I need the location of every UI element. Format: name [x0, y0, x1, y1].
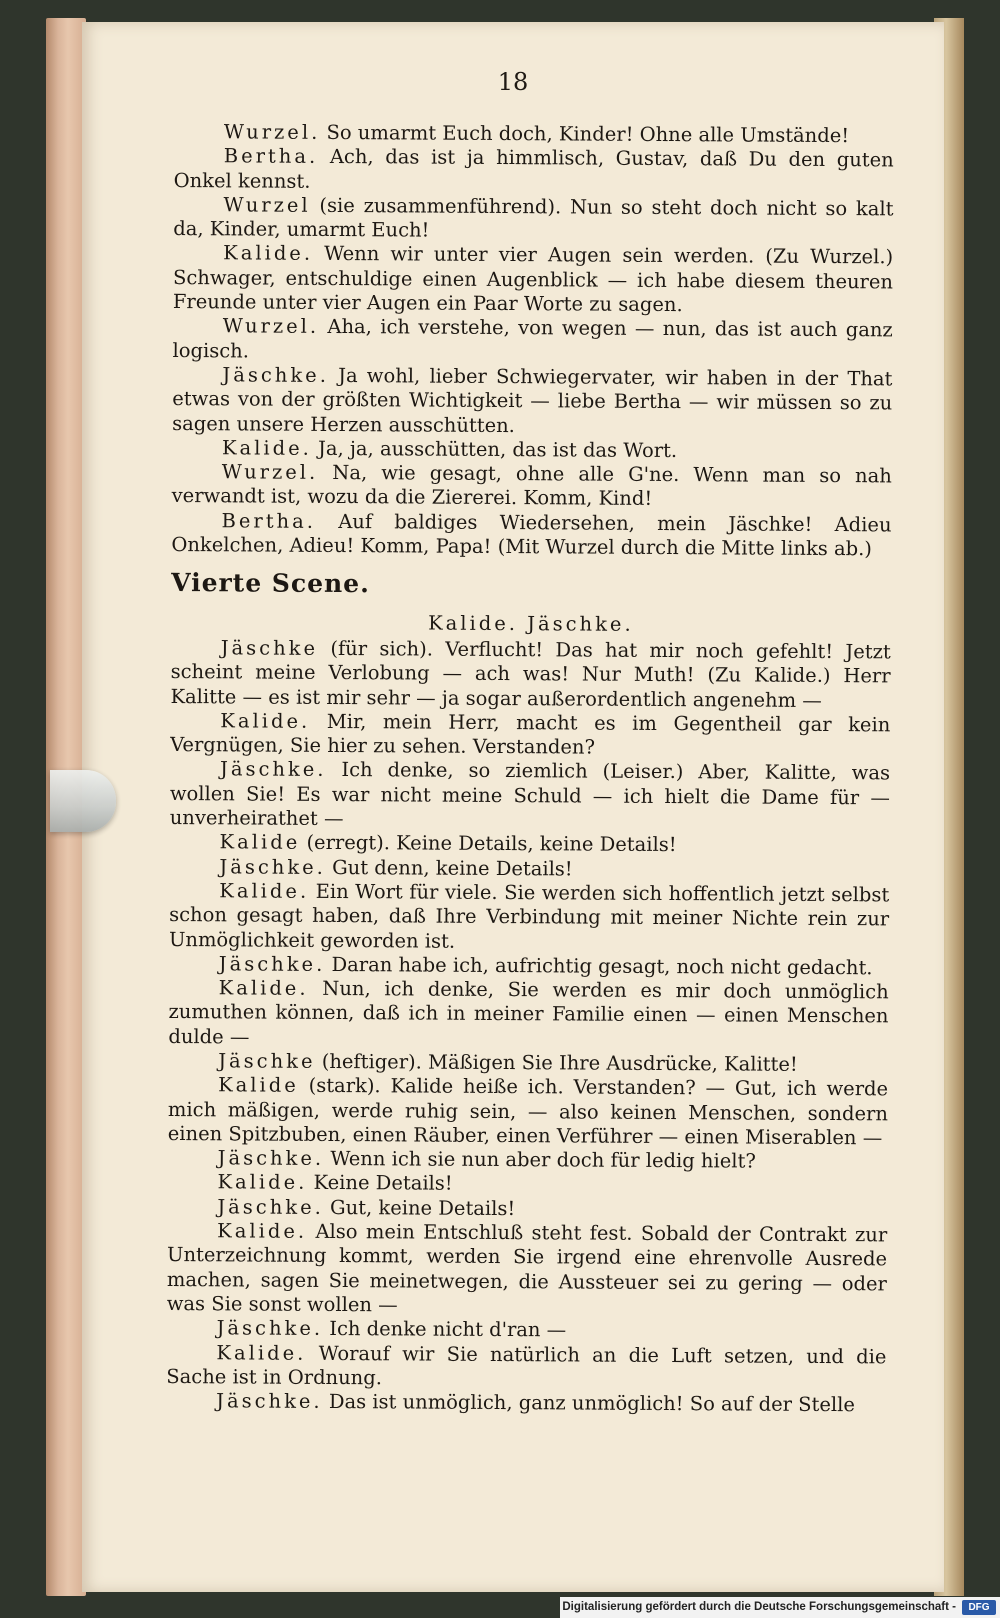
dfg-logo: DFG [962, 1600, 996, 1615]
dialogue-line [168, 976, 888, 1053]
page-number: 18 [497, 68, 529, 96]
dialogue-text: Na, wie gesagt, ohne alle G'ne. Wenn man so nah verwandt ist, wozu da die Ziererei. Komm, Kind! [171, 461, 892, 511]
dialogue-text: Gut, keine Details! [323, 1195, 516, 1220]
dialogue-line [168, 1073, 888, 1150]
speaker-name: Kalide. [216, 1340, 307, 1365]
speaker-name: Wurzel. [223, 120, 321, 144]
dialogue-line [166, 1389, 886, 1418]
dialogue-text: Das ist unmöglich, ganz unmöglich! So auf der Stelle [322, 1390, 856, 1417]
speaker-name: Jäschke. [216, 1389, 323, 1414]
speaker-name: Kalide. [218, 976, 309, 1000]
scene-heading: Vierte Scene. [171, 568, 370, 599]
speaker-name: Kalide [219, 830, 301, 855]
speaker-name: Wurzel. [221, 460, 319, 485]
speaker-name: Bertha. [221, 509, 317, 533]
scanner-clip [50, 770, 116, 832]
speaker-name: Kalide. [220, 709, 311, 733]
dialogue-text: Aha, ich verstehe, von wegen — nun, das ist auch ganz logisch. [172, 315, 893, 363]
dialogue-text: Ich denke, so ziemlich (Leiser.) Aber, Kalitte, was wollen Sie! Es war nicht meine Schuld — ich hielt die Dame für — unverheirathet — [169, 758, 891, 831]
dialogue-text: Keine Details! [307, 1171, 453, 1196]
dialogue-text: Also mein Entschluß steht fest. Sobald der Contrakt zur Unterzeichnung kommt, werden Sie irgend eine ehrenvolle Ausrede machen, sagen Sie meinetwegen, die Aussteuer sei zu gering — oder was Sie sonst wollen — [166, 1219, 888, 1317]
dialogue-line [169, 879, 889, 956]
speaker-name: Wurzel. [222, 314, 320, 339]
speaker-name: Jäschke. [217, 1146, 325, 1171]
speaker-name: Kalide [218, 1073, 299, 1098]
dialogue-text: Gut denn, keine Details! [325, 855, 573, 881]
dialogue-text: Ja, ja, ausschütten, das ist das Wort. [311, 436, 678, 462]
dialogue-text: Mir, mein Herr, macht es im Gegentheil gar kein Vergnügen, Sie hier zu sehen. Verstanden? [170, 709, 891, 759]
dialogue-line [172, 363, 892, 440]
speaker-name: Jäschke. [218, 952, 326, 976]
speaker-name: Kalide. [219, 879, 310, 903]
dialogue-line [174, 144, 894, 197]
dialogue-line [166, 1341, 886, 1394]
speaker-name: Kalide. [223, 241, 314, 266]
dialogue-text: So umarmt Euch doch, Kinder! Ohne alle Umstände! [320, 120, 850, 148]
speaker-name: Jäschke. [219, 757, 327, 782]
speaker-name: Kalide. [217, 1170, 308, 1195]
dialogue-text: (sie zusammenführend). Nun so steht doch nicht so kalt da, Kinder, umarmt Euch! [173, 193, 894, 242]
dialogue-line [173, 314, 893, 367]
speaker-name: Jäschke. [219, 854, 327, 879]
dialogue-line [172, 460, 892, 513]
speaker-name: Kalide. [217, 1219, 308, 1243]
speaker-name: Jäschke [218, 1049, 316, 1073]
speaker-name: Wurzel [223, 193, 311, 217]
dialogue-text: Wenn ich sie nun aber doch für ledig hielt? [324, 1147, 756, 1173]
speaker-name: Jäschke. [217, 1195, 324, 1219]
speaker-name: Jäschke. [216, 1316, 324, 1341]
dialogue-text: Daran habe ich, aufrichtig gesagt, noch nicht gedacht. [325, 952, 873, 980]
dialogue-text: Auf baldiges Wiedersehen, mein Jäschke! Adieu Onkelchen, Adieu! Komm, Papa! (Mit Wurzel durch die Mitte links ab.) [171, 509, 892, 561]
credit-text: Digitalisierung gefördert durch die Deutsche Forschungsgemeinschaft - [562, 1601, 956, 1613]
dialogue-text: Worauf wir Sie natürlich an die Luft setzen, und die Sache ist in Ordnung. [166, 1341, 887, 1390]
speaker-name: Kalide. [221, 436, 312, 460]
dialogue-text: Ja wohl, lieber Schwiegervater, wir haben in der That etwas von der größten Wichtigkeit — liebe Bertha — wir müssen so zu sagen unsere Herzen ausschütten. [172, 363, 893, 437]
dialogue-text: Ein Wort für viele. Sie werden sich hoffentlich jetzt selbst schon gesagt haben, daß Ihre Verbindung mit meiner Nichte rein zur Unmöglichkeit geworden ist. [168, 879, 890, 953]
book-page [82, 22, 944, 1592]
dialogue-text: (für sich). Verflucht! Das hat mir noch gefehlt! Jetzt scheint meine Verlobung — ach was! Nur Muth! (Zu Kalide.) Herr Kalitte — es ist mir sehr — ja sogar außerordentlich angenehm — [170, 636, 891, 712]
dialogue-text: (heftiger). Mäßigen Sie Ihre Ausdrücke, Kalitte! [315, 1049, 798, 1076]
dialogue-line [173, 241, 893, 318]
dialogue-text: Nun, ich denke, Sie werden es mir doch unmöglich zumuthen können, daß ich in meiner Familie einen — einen Menschen dulde — [168, 976, 889, 1049]
dialogue-line [173, 193, 893, 246]
page-text [166, 120, 894, 1418]
digitization-credit [560, 1597, 1000, 1618]
dialogue-line [170, 709, 890, 762]
speaker-name: Jäschke [220, 636, 319, 660]
dialogue-text: (stark). Kalide heiße ich. Verstanden? — Gut, ich werde mich mäßigen, werde ruhig sein, — also keinen Menschen, sondern einen Spitzbuben, einen Räuber, einen Verführer — einen Miserablen — [167, 1074, 889, 1150]
speaker-name: Bertha. [223, 144, 319, 169]
dialogue-line [171, 509, 891, 562]
dialogue-text: (erregt). Keine Details, keine Details! [300, 831, 677, 857]
dialogue-line [170, 757, 890, 834]
dialogue-text: Ach, das ist ja himmlisch, Gustav, daß Du den guten Onkel kennst. [173, 145, 894, 193]
dialogue-text: Ich denke nicht d'ran — [323, 1317, 567, 1342]
speaker-name: Jäschke. [222, 363, 330, 387]
dialogue-line [170, 636, 890, 713]
dialogue-text: Wenn wir unter vier Augen sein werden. (Zu Wurzel.) Schwager, entschuldige einen Augenblick — ich habe diesem theuren Freunde unter vier Augen ein Paar Worte zu sagen. [172, 242, 894, 317]
scene-cast: Kalide. Jäschke. [428, 611, 634, 636]
dialogue-line [167, 1219, 888, 1321]
